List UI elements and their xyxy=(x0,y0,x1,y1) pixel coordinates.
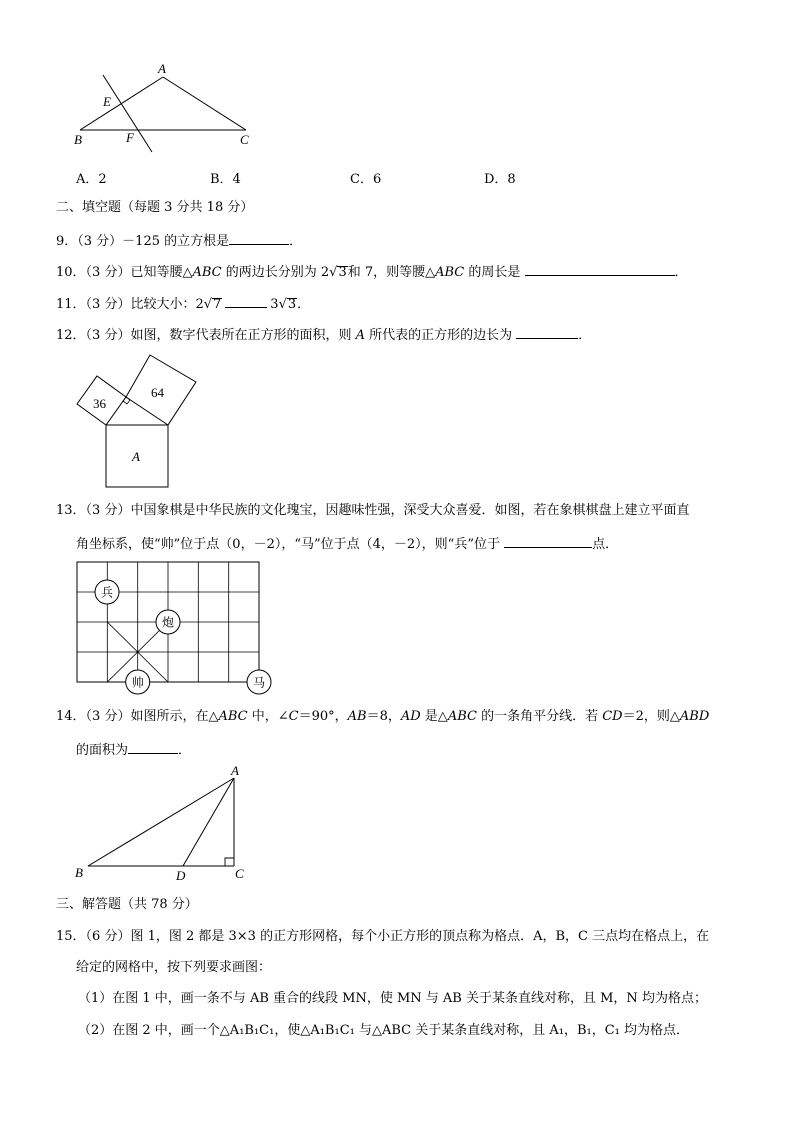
q14-text-2: 中，∠ xyxy=(247,709,289,724)
q11-coefficient: 3 xyxy=(270,297,279,312)
piece-pao xyxy=(156,610,180,634)
q14-ad: AD xyxy=(400,709,421,724)
q11-sqrt-2: 3 xyxy=(287,297,297,312)
q10-text-4: 的周长是 xyxy=(464,265,525,280)
q10-suffix: ． xyxy=(674,265,688,280)
q13-suffix: 点． xyxy=(592,537,619,552)
q14-text-6: 的一条角平分线．若 xyxy=(476,709,603,724)
q11-suffix: ． xyxy=(297,297,311,312)
label-a: A xyxy=(158,61,166,76)
right-triangle-figure xyxy=(70,762,260,882)
square-a-label: A xyxy=(132,449,140,464)
question-14-line-2 xyxy=(76,740,191,760)
label-c: C xyxy=(235,866,244,881)
q14-suffix: ． xyxy=(178,743,192,758)
triangle-abc-figure xyxy=(70,60,270,160)
sqrt-sign: √ xyxy=(203,297,213,312)
q14-abc: ABC xyxy=(218,709,248,724)
q14-ab: AB xyxy=(347,709,367,724)
chessboard-figure xyxy=(70,558,280,698)
q14-text-4: ＝8， xyxy=(366,709,401,724)
q14-answer-blank xyxy=(128,740,178,754)
section-title-fill-in: 二、填空题（每题 3 分共 18 分） xyxy=(56,200,254,215)
squares-figure xyxy=(70,352,210,492)
q12-answer-blank xyxy=(516,325,578,339)
piece-shuai-label: 帅 xyxy=(131,675,144,690)
question-14-line-1 xyxy=(56,708,709,726)
q11-sqrt-1: 7 xyxy=(213,297,222,312)
square-36-label: 36 xyxy=(93,396,106,411)
piece-ma xyxy=(247,670,271,694)
label-f: F xyxy=(126,130,134,145)
q11-text-1: 11．（3 分）比较大小：2 xyxy=(56,297,204,312)
q10-sqrt-value: 3 xyxy=(338,265,347,280)
q14-text-3: ＝90°， xyxy=(298,709,348,724)
q9-suffix: ． xyxy=(289,234,303,249)
sqrt-sign: √ xyxy=(329,265,338,280)
q10-abc-2: ABC xyxy=(435,265,465,280)
label-c: C xyxy=(240,132,249,147)
option-a: A．2 xyxy=(76,172,107,187)
q10-text-2: 的两边长分别为 2 xyxy=(221,265,330,280)
q11-answer-blank xyxy=(225,294,267,308)
q9-answer-blank xyxy=(229,231,289,245)
q12-a: A xyxy=(355,328,365,343)
q10-answer-blank xyxy=(525,262,675,276)
question-15-line-1: 15．（6 分）图 1，图 2 都是 3×3 的正方形网格，每个小正方形的顶点称为格点．A，B，C 三点均在格点上，在 xyxy=(56,929,710,944)
q14-c: C xyxy=(288,709,299,724)
option-c: C．6 xyxy=(350,172,382,187)
question-13-line-2 xyxy=(76,534,618,554)
q14-abc-2: ABC xyxy=(447,709,477,724)
label-d: D xyxy=(176,868,186,882)
q13-text: 角坐标系，使“帅”位于点（0，－2），“马”位于点（4，－2），则“兵”位于 xyxy=(76,537,505,552)
q14-text-8: 的面积为 xyxy=(76,743,129,758)
question-13-line-1: 13．（3 分）中国象棋是中华民族的文化瑰宝，因趣味性强，深受大众喜爱．如图，若在象棋棋盘上建立平面直 xyxy=(56,503,690,518)
q10-text-3: 和 7，则等腰△ xyxy=(347,265,436,280)
question-15-line-2: 给定的网格中，按下列要求画图： xyxy=(76,960,272,975)
question-9 xyxy=(56,231,302,251)
q14-abd: ABD xyxy=(679,709,710,724)
sqrt-sign: √ xyxy=(278,297,287,312)
option-d: D．8 xyxy=(484,172,516,187)
question-15-sub-2: （2）在图 2 中，画一个△A₁B₁C₁，使△A₁B₁C₁ 与△ABC 关于某条直线对称，且 A₁，B₁，C₁ 均为格点． xyxy=(78,1023,690,1038)
q13-answer-blank xyxy=(504,534,592,548)
option-b: B．4 xyxy=(210,172,241,187)
q14-text-7: ＝2，则△ xyxy=(622,709,680,724)
q14-text-5: 是△ xyxy=(420,709,448,724)
label-e: E xyxy=(103,94,111,109)
piece-shuai xyxy=(126,670,150,694)
piece-ma-label: 马 xyxy=(252,675,266,690)
q14-text-1: 14．（3 分）如图所示，在△ xyxy=(56,709,219,724)
question-15-sub-1: （1）在图 1 中，画一条不与 AB 重合的线段 MN，使 MN 与 AB 关于某条直线对称，且 M，N 均为格点； xyxy=(78,991,707,1006)
q9-text: 9．（3 分）－125 的立方根是 xyxy=(56,234,230,249)
piece-pao-label: 炮 xyxy=(161,615,175,630)
square-64-label: 64 xyxy=(151,385,164,400)
q10-text-1: 10．（3 分）已知等腰△ xyxy=(56,265,193,280)
question-12 xyxy=(56,325,591,345)
label-b: B xyxy=(74,132,82,147)
question-11 xyxy=(56,294,310,314)
q14-cd: CD xyxy=(602,709,623,724)
piece-bing xyxy=(95,580,119,604)
question-10 xyxy=(56,262,688,282)
section-title-solutions: 三、解答题（共 78 分） xyxy=(56,897,198,912)
label-b: B xyxy=(75,865,83,880)
q12-suffix: ． xyxy=(578,328,592,343)
q12-text-2: 所代表的正方形的边长为 xyxy=(364,328,517,343)
q12-text-1: 12．（3 分）如图，数字代表所在正方形的面积，则 xyxy=(56,328,356,343)
piece-bing-label: 兵 xyxy=(100,585,114,600)
label-a: A xyxy=(231,763,239,778)
q10-abc: ABC xyxy=(192,265,222,280)
